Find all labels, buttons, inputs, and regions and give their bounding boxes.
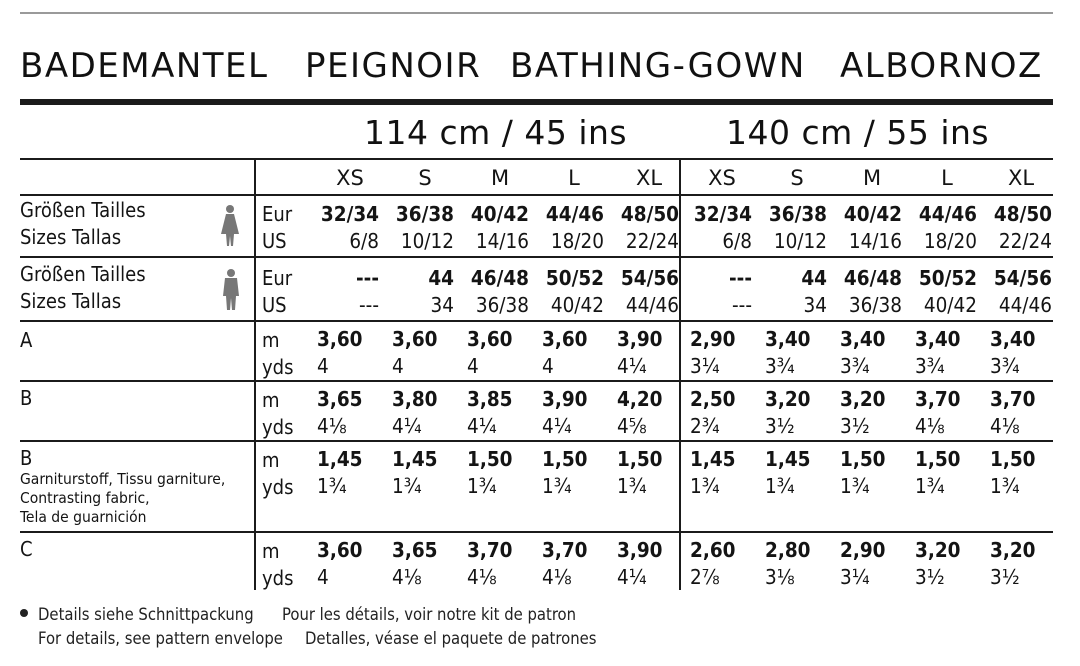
yards-cell: 3¾: [840, 354, 870, 378]
meters-cell: 3,60: [542, 327, 588, 351]
eur-size-cell: 44: [428, 266, 454, 290]
yards-cell: 3¾: [915, 354, 945, 378]
view-label-a: A: [20, 328, 33, 352]
meters-cell: 3,90: [617, 327, 663, 351]
eur-size-cell: 46/48: [843, 266, 902, 290]
fabric-width-140: 140 cm / 55 ins: [726, 113, 990, 152]
us-size-cell: 36/38: [848, 293, 902, 317]
eur-size-cell: ---: [356, 266, 379, 290]
title-de: BADEMANTEL: [20, 46, 269, 86]
us-size-cell: 6/8: [349, 229, 379, 253]
rule-under-men-sizes: [20, 320, 1053, 322]
meters-cell: 3,70: [915, 387, 961, 411]
yards-cell: 4⅛: [467, 565, 497, 589]
yards-cell: 3¼: [840, 565, 870, 589]
us-size-cell: 18/20: [923, 229, 977, 253]
yards-cell: 4¼: [392, 414, 422, 438]
unit-eur: Eur: [262, 202, 293, 226]
yards-cell: 3½: [915, 565, 945, 589]
size-header-cell: XL: [635, 166, 663, 190]
us-size-cell: 44/46: [625, 293, 679, 317]
meters-cell: 1,50: [915, 447, 961, 471]
meters-cell: 3,70: [542, 538, 588, 562]
yards-cell: 3½: [765, 414, 795, 438]
yards-cell: 1¾: [840, 474, 870, 498]
eur-size-cell: 40/42: [843, 202, 902, 226]
yards-cell: 3¾: [990, 354, 1020, 378]
eur-size-cell: ---: [729, 266, 752, 290]
unit-yds: yds: [262, 355, 294, 379]
us-size-cell: 10/12: [773, 229, 827, 253]
column-separator-label: [254, 160, 256, 590]
meters-cell: 1,45: [392, 447, 438, 471]
unit-m: m: [262, 388, 280, 412]
title-en: BATHING-GOWN: [510, 46, 806, 86]
rule-under-b: [20, 440, 1053, 442]
unit-yds: yds: [262, 415, 294, 439]
yards-cell: 1¾: [990, 474, 1020, 498]
eur-size-cell: 46/48: [470, 266, 529, 290]
yards-cell: 3¾: [765, 354, 795, 378]
eur-size-cell: 36/38: [768, 202, 827, 226]
title-es: ALBORNOZ: [840, 46, 1043, 86]
eur-size-cell: 32/34: [693, 202, 752, 226]
meters-cell: 3,90: [542, 387, 588, 411]
footnote-de: Details siehe Schnittpackung: [38, 605, 254, 624]
unit-yds: yds: [262, 566, 294, 590]
eur-size-cell: 54/56: [620, 266, 679, 290]
size-label-line1: Größen Tailles: [20, 262, 146, 286]
meters-cell: 1,50: [467, 447, 513, 471]
meters-cell: 3,70: [467, 538, 513, 562]
size-header-cell: S: [790, 166, 804, 190]
meters-cell: 3,80: [392, 387, 438, 411]
top-rule: [20, 12, 1053, 14]
meters-cell: 1,45: [317, 447, 363, 471]
fabric-width-114: 114 cm / 45 ins: [364, 113, 628, 152]
footnote-bullet: [20, 609, 28, 617]
yards-cell: 4¼: [542, 414, 572, 438]
size-header-cell: L: [941, 166, 953, 190]
meters-cell: 1,50: [542, 447, 588, 471]
yards-cell: 4⅛: [990, 414, 1020, 438]
unit-us: US: [262, 293, 287, 317]
footnote-fr: Pour les détails, voir notre kit de patron: [282, 605, 577, 624]
column-separator-widths: [679, 160, 681, 590]
rule-under-a: [20, 380, 1053, 382]
yards-cell: 2¾: [690, 414, 720, 438]
meters-cell: 1,50: [617, 447, 663, 471]
contrast-fabric-note-line3: Tela de guarnición: [20, 508, 147, 526]
meters-cell: 2,80: [765, 538, 811, 562]
yards-cell: 3¼: [690, 354, 720, 378]
view-label-c: C: [20, 537, 33, 561]
us-size-cell: 34: [430, 293, 454, 317]
meters-cell: 1,45: [765, 447, 811, 471]
us-size-cell: 22/24: [998, 229, 1052, 253]
eur-size-cell: 44/46: [545, 202, 604, 226]
size-header-cell: M: [862, 166, 882, 190]
meters-cell: 1,50: [990, 447, 1036, 471]
size-header-cell: S: [418, 166, 432, 190]
meters-cell: 3,20: [765, 387, 811, 411]
eur-size-cell: 50/52: [918, 266, 977, 290]
yards-cell: 1¾: [765, 474, 795, 498]
yards-cell: 1¾: [392, 474, 422, 498]
meters-cell: 3,65: [392, 538, 438, 562]
yards-cell: 4⅛: [542, 565, 572, 589]
yards-cell: 4: [392, 354, 404, 378]
meters-cell: 3,85: [467, 387, 513, 411]
yards-cell: 4⅛: [392, 565, 422, 589]
unit-yds: yds: [262, 475, 294, 499]
us-size-cell: 34: [803, 293, 827, 317]
unit-m: m: [262, 328, 280, 352]
yards-cell: 4: [317, 354, 329, 378]
yards-cell: 4⅛: [317, 414, 347, 438]
yards-cell: 1¾: [317, 474, 347, 498]
yards-cell: 4: [317, 565, 329, 589]
size-label-line2: Sizes Tallas: [20, 225, 122, 249]
unit-m: m: [262, 448, 280, 472]
us-size-cell: 40/42: [550, 293, 604, 317]
footnote-es: Detalles, véase el paquete de patrones: [305, 629, 597, 648]
woman-figure-icon: [219, 204, 241, 248]
size-label-line2: Sizes Tallas: [20, 289, 122, 313]
meters-cell: 3,60: [467, 327, 513, 351]
eur-size-cell: 36/38: [395, 202, 454, 226]
size-header-cell: XS: [336, 166, 364, 190]
rule-under-women-sizes: [20, 256, 1053, 258]
us-size-cell: 40/42: [923, 293, 977, 317]
yards-cell: 1¾: [467, 474, 497, 498]
meters-cell: 1,45: [690, 447, 736, 471]
eur-size-cell: 32/34: [320, 202, 379, 226]
us-size-cell: 10/12: [400, 229, 454, 253]
footnote-en: For details, see pattern envelope: [38, 629, 283, 648]
yards-cell: 2⅞: [690, 565, 720, 589]
title-underline: [20, 99, 1053, 105]
view-label-b-contrast: B: [20, 446, 33, 470]
meters-cell: 3,40: [915, 327, 961, 351]
meters-cell: 2,90: [840, 538, 886, 562]
eur-size-cell: 48/50: [993, 202, 1052, 226]
yards-cell: 3½: [990, 565, 1020, 589]
eur-size-cell: 54/56: [993, 266, 1052, 290]
us-size-cell: 44/46: [998, 293, 1052, 317]
yards-cell: 1¾: [690, 474, 720, 498]
us-size-cell: 18/20: [550, 229, 604, 253]
meters-cell: 3,60: [392, 327, 438, 351]
meters-cell: 3,20: [840, 387, 886, 411]
size-header-cell: L: [568, 166, 580, 190]
meters-cell: 3,60: [317, 327, 363, 351]
meters-cell: 2,60: [690, 538, 736, 562]
unit-m: m: [262, 539, 280, 563]
eur-size-cell: 48/50: [620, 202, 679, 226]
meters-cell: 3,90: [617, 538, 663, 562]
contrast-fabric-note-line1: Garniturstoff, Tissu garniture,: [20, 470, 226, 488]
meters-cell: 1,50: [840, 447, 886, 471]
meters-cell: 2,50: [690, 387, 736, 411]
meters-cell: 3,65: [317, 387, 363, 411]
yards-cell: 3⅛: [765, 565, 795, 589]
us-size-cell: ---: [359, 293, 379, 317]
rule-under-widths: [20, 158, 1053, 160]
rule-under-sizes: [20, 194, 1053, 196]
meters-cell: 3,40: [990, 327, 1036, 351]
yards-cell: 1¾: [542, 474, 572, 498]
us-size-cell: 6/8: [722, 229, 752, 253]
contrast-fabric-note-line2: Contrasting fabric,: [20, 489, 150, 507]
meters-cell: 3,40: [840, 327, 886, 351]
meters-cell: 3,20: [990, 538, 1036, 562]
meters-cell: 2,90: [690, 327, 736, 351]
size-header-cell: XS: [708, 166, 736, 190]
size-label-line1: Größen Tailles: [20, 198, 146, 222]
yards-cell: 4¼: [617, 565, 647, 589]
yards-cell: 1¾: [915, 474, 945, 498]
unit-us: US: [262, 229, 287, 253]
us-size-cell: 14/16: [848, 229, 902, 253]
yards-cell: 4¼: [467, 414, 497, 438]
meters-cell: 4,20: [617, 387, 663, 411]
eur-size-cell: 44/46: [918, 202, 977, 226]
eur-size-cell: 40/42: [470, 202, 529, 226]
yards-cell: 4⅛: [915, 414, 945, 438]
meters-cell: 3,70: [990, 387, 1036, 411]
rule-under-b-contrast: [20, 531, 1053, 533]
yards-cell: 4¼: [617, 354, 647, 378]
man-figure-icon: [221, 268, 241, 312]
yards-cell: 4: [542, 354, 554, 378]
meters-cell: 3,40: [765, 327, 811, 351]
view-label-b: B: [20, 386, 33, 410]
yards-cell: 4⅝: [617, 414, 647, 438]
us-size-cell: ---: [732, 293, 752, 317]
size-header-cell: XL: [1007, 166, 1035, 190]
yards-cell: 3½: [840, 414, 870, 438]
eur-size-cell: 44: [801, 266, 827, 290]
yards-cell: 1¾: [617, 474, 647, 498]
size-header-cell: M: [490, 166, 510, 190]
eur-size-cell: 50/52: [545, 266, 604, 290]
meters-cell: 3,60: [317, 538, 363, 562]
meters-cell: 3,20: [915, 538, 961, 562]
us-size-cell: 14/16: [475, 229, 529, 253]
title-fr: PEIGNOIR: [305, 46, 482, 86]
us-size-cell: 22/24: [625, 229, 679, 253]
yards-cell: 4: [467, 354, 479, 378]
unit-eur: Eur: [262, 266, 293, 290]
us-size-cell: 36/38: [475, 293, 529, 317]
